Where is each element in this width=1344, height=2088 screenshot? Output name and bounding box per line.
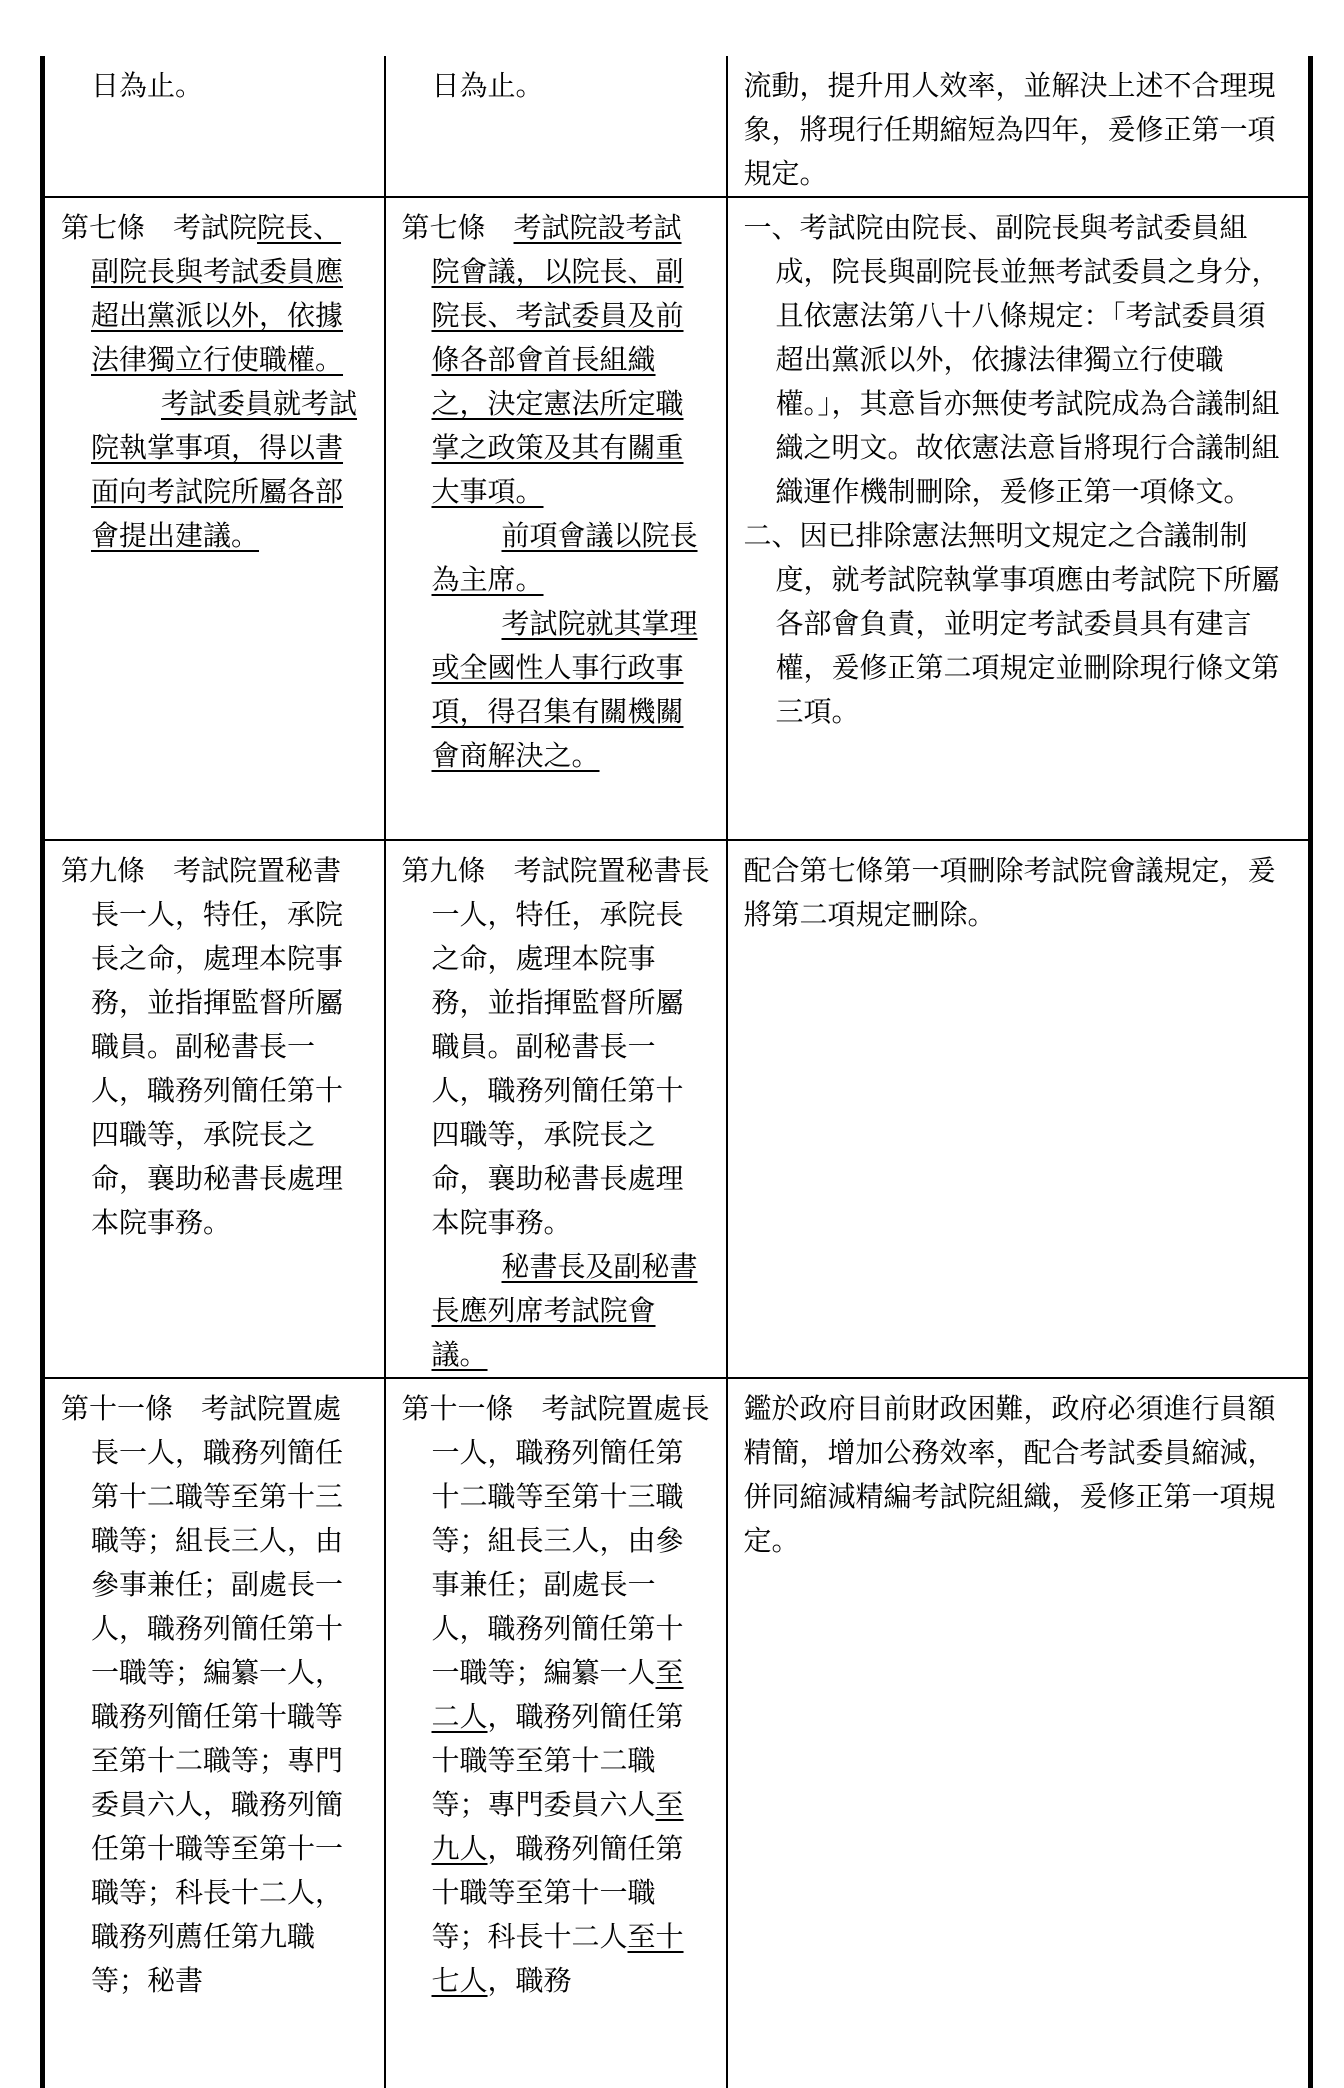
reason-text: 流動，提升用人效率，並解決上述不合理現象，將現行任期縮短為四年，爰修正第一項規定。	[743, 69, 1276, 190]
reason-cell	[727, 56, 1311, 197]
table-row	[43, 197, 1311, 840]
underlined-text: 院長、副院長與考試委員應超出黨派以外，依據法律獨立行使職權。	[91, 211, 344, 376]
underlined-text: 前項會議以院長為主席。	[431, 519, 698, 596]
current-article-7	[61, 206, 368, 382]
proposed-article-9-para-2	[402, 1245, 710, 1377]
proposed-article-7	[402, 206, 710, 514]
underlined-text: 至九人	[431, 1788, 684, 1865]
underlined-text: 至二人	[431, 1656, 684, 1733]
proposed-cell	[385, 840, 727, 1378]
article-lead: 第七條 考試院	[61, 211, 258, 244]
article-lead: 第七條	[401, 211, 514, 244]
reason-cell	[727, 840, 1311, 1378]
reason-text: 鑑於政府目前財政困難，政府必須進行員額精簡，增加公務效率，配合考試委員縮減，併同縮減精編考試院組織，爰修正第一項規定。	[743, 1392, 1276, 1557]
underlined-text: 考試委員就考試院執掌事項，得以書面向考試院所屬各部會提出建議。	[91, 387, 358, 552]
proposed-text: ，職務列簡任第十職等至第十一職等；科長十二人	[431, 1832, 684, 1953]
underlined-text: 考試院就其掌理或全國性人事行政事項，得召集有關機關會商解決之。	[431, 607, 698, 772]
reason-cell	[727, 197, 1311, 840]
proposed-text: ，職務	[487, 1964, 572, 1997]
comparison-table-frame	[40, 56, 1308, 1997]
proposed-text: 日為止。	[431, 69, 544, 102]
current-cell	[43, 840, 385, 1378]
proposed-article-11	[402, 1387, 710, 2003]
current-article-9: 第九條 考試院置秘書長一人，特任，承院長之命，處理本院事務，並指揮監督所屬職員。副秘書長一人，職務列簡任第十四職等，承院長之命，襄助秘書長處理本院事務。	[61, 854, 344, 1239]
current-cell	[43, 197, 385, 840]
proposed-cell	[385, 56, 727, 197]
current-cell	[43, 1378, 385, 2088]
current-cell	[43, 56, 385, 197]
table-row	[43, 840, 1311, 1378]
proposed-cell	[385, 1378, 727, 2088]
reason-item-2: 二、因已排除憲法無明文規定之合議制制度，就考試院執掌事項應由考試院下所屬各部會負責，並明定考試委員具有建言權，爰修正第二項規定並刪除現行條文第三項。	[743, 519, 1280, 728]
current-article-7-para-2	[61, 382, 368, 558]
underlined-text: 秘書長及副秘書長應列席考試院會議。	[431, 1250, 698, 1371]
table-row	[43, 1378, 1311, 2088]
proposed-article-7-para-3	[402, 602, 710, 778]
proposed-text: ，職務列簡任第十職等至第十二職等；專門委員六人	[431, 1700, 684, 1821]
article-comparison-table	[40, 56, 1313, 2088]
reason-cell	[727, 1378, 1311, 2088]
proposed-article-7-para-2	[402, 514, 710, 602]
current-text: 日為止。	[91, 69, 204, 102]
proposed-article-9: 第九條 考試院置秘書長一人，特任，承院長之命，處理本院事務，並指揮監督所屬職員。副秘書長一人，職務列簡任第十四職等，承院長之命，襄助秘書長處理本院事務。	[401, 854, 710, 1239]
underlined-text: 至十七人	[431, 1920, 684, 1997]
table-row	[43, 56, 1311, 197]
reason-item-1: 一、考試院由院長、副院長與考試委員組成，院長與副院長並無考試委員之身分，且依憲法第八十八條規定：「考試委員須超出黨派以外，依據法律獨立行使職權。」，其意旨亦無使考試院成為合議制組織之明文。故依憲法意旨將現行合議制組織運作機制刪除，爰修正第一項條文。	[743, 211, 1280, 508]
current-article-11: 第十一條 考試院置處長一人，職務列簡任第十二職等至第十三職等；組長三人，由參事兼任；副處長一人，職務列簡任第十一職等；編纂一人，職務列簡任第十職等至第十二職等；專門委員六人，職務列簡任第十職等至第十一職等；科長十二人，職務列薦任第九職等；秘書	[61, 1392, 344, 1997]
proposed-cell	[385, 197, 727, 840]
reason-text: 配合第七條第一項刪除考試院會議規定，爰將第二項規定刪除。	[743, 854, 1276, 931]
proposed-text: 第十一條 考試院置處長一人，職務列簡任第十二職等至第十三職等；組長三人，由參事兼任；副處長一人，職務列簡任第十一職等；編纂一人	[401, 1392, 710, 1689]
underlined-text: 考試院設考試院會議，以院長、副院長、考試委員及前條各部會首長組織之，決定憲法所定職掌之政策及其有關重大事項。	[431, 211, 684, 508]
